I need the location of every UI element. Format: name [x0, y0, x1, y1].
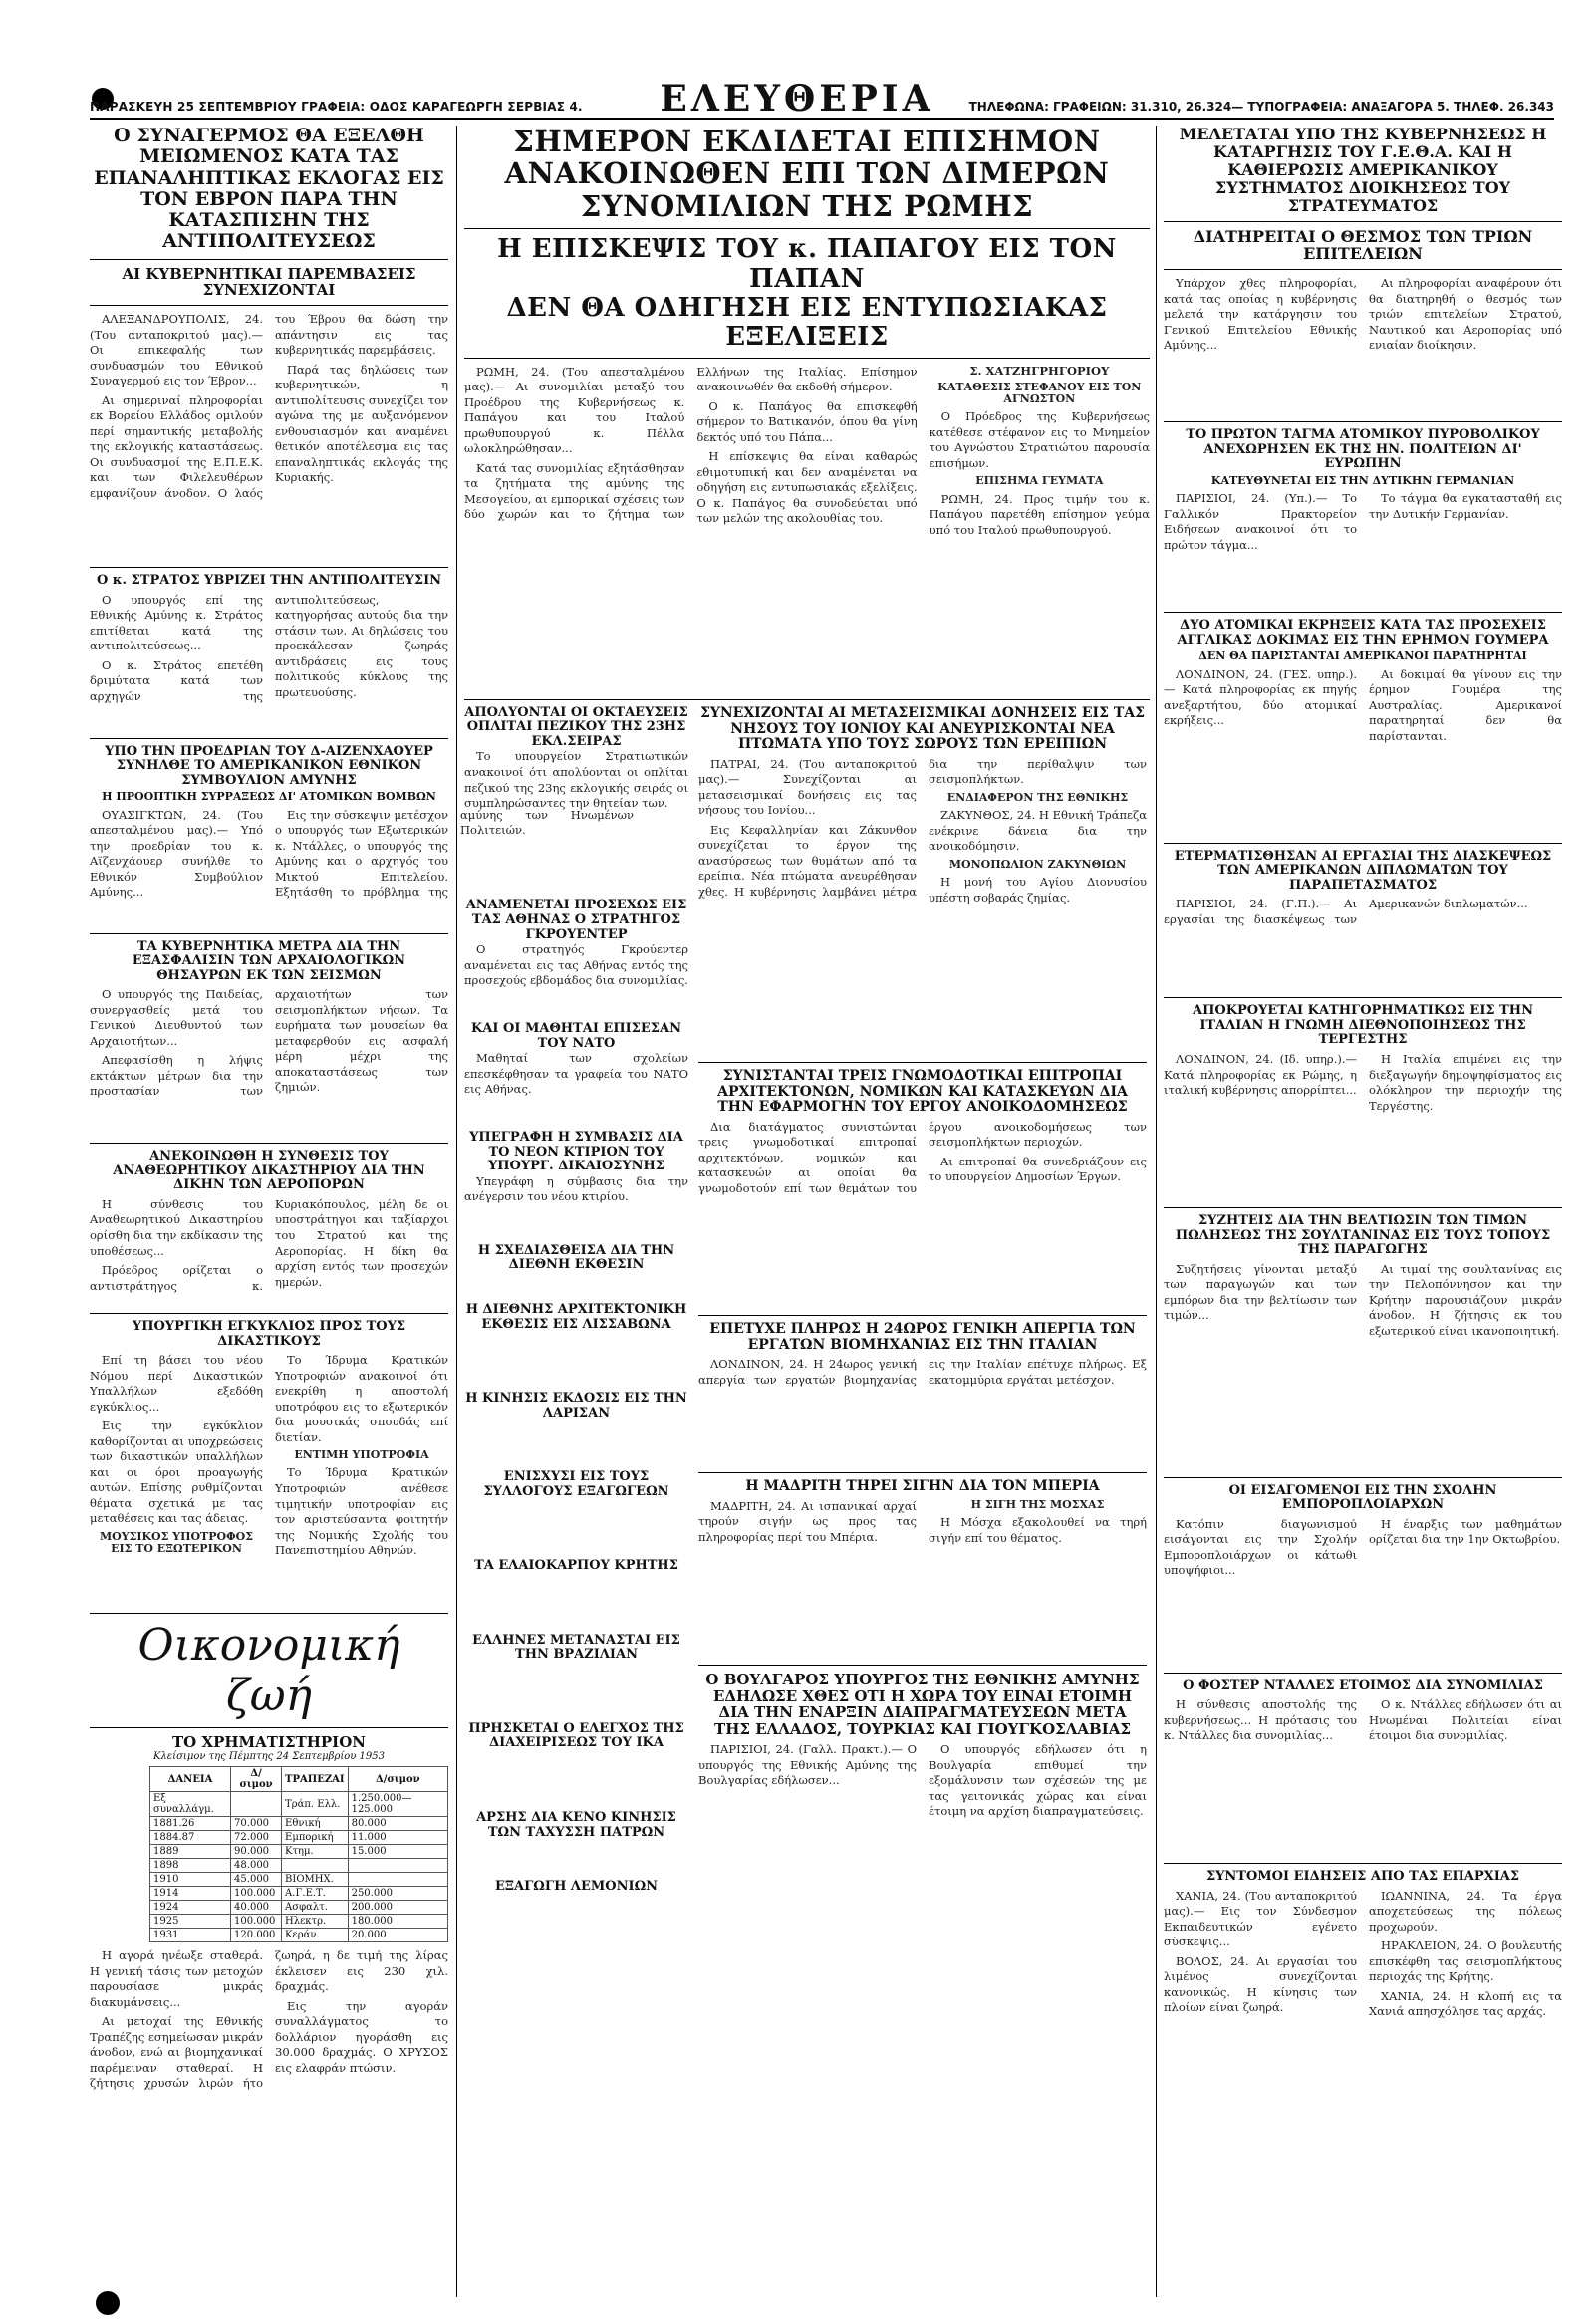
table-row: [150, 1792, 448, 1817]
headline: ΜΟΝΟΠΩΛΙΟΝ ΖΑΚΥΝΘΙΩΝ: [948, 857, 1127, 871]
article-body: Η αγορά ηνέωξε σταθερά. Η γενική τάσις των μετοχών παρουσίασε μικράς διακυμάνσεις... Αι μετοχαί της Εθνικής Τραπέζης εσημείωσαν μικράν άνοδον, ενώ αι βιομηχανικαί παρέμειναν σταθεραί. Η ζήτησις χρυσών λιρών ήτο ζωηρά, η δε τιμή της λίρας έκλεισεν εις 230 χιλ. δραχμάς. Εις την αγοράν συναλλάγματος το δολλάριον ηγοράσθη εις 30.000 δραχμάς. Ο ΧΡΥΣΟΣ εις ελαφράν πτώσιν.: [90, 1948, 448, 2091]
article-body: Το υπουργείον Στρατιωτικών ανακοινοί ότι απολύονται οι οπλίται πεζικού της 23ης εκλογικής σειράς οι συμπληρώσαντες την θητείαν των.: [464, 749, 688, 811]
headline: ΚΑΙ ΟΙ ΜΑΘΗΤΑΙ ΕΠΙΣΕΣΑΝ ΤΟΥ ΝΑΤΟ: [471, 1021, 681, 1051]
table-row: [150, 1915, 448, 1929]
table-cell: 11.000: [348, 1831, 447, 1845]
table-row: [150, 1845, 448, 1859]
table-row: [150, 1887, 448, 1901]
article-body: Ο υπουργός της Παιδείας, συνεργασθείς μετά του Γενικού Διευθυντού των Αρχαιοτήτων... Απεφασίσθη η λήψις εκτάκτων μέτρων δια την προστασίαν των αρχαιοτήτων των σεισμοπλήκτων νήσων. Τα ευρήματα των μουσείων θα μεταφερθούν εις ασφαλή μέρη μέχρι της αποκαταστάσεως των ζημιών.: [90, 987, 448, 1099]
table-cell: 250.000: [348, 1887, 447, 1901]
table-cell: ΒΙΟΜΗΧ.: [282, 1873, 349, 1887]
table-cell: 1914: [150, 1887, 231, 1901]
rates-table-wrap: [90, 1766, 448, 1942]
headline: ΥΠΟΥΡΓΙΚΗ ΕΓΚΥΚΛΙΟΣ ΠΡΟΣ ΤΟΥΣ ΔΙΚΑΣΤΙΚΟΥΣ: [132, 1318, 406, 1349]
headline: ΚΑΤΑΘΕΣΙΣ ΣΤΕΦΑΝΟΥ ΕΙΣ ΤΟΝ ΑΓΝΩΣΤΟΝ: [937, 380, 1142, 406]
table-cell: Α.Γ.Ε.Τ.: [282, 1887, 349, 1901]
subheadline: Η ΠΡΟΟΠΤΙΚΗ ΣΥΡΡΑΞΕΩΣ ΔΙ' ΑΤΟΜΙΚΩΝ ΒΟΜΒΩΝ: [102, 790, 436, 804]
section-title: Οικονομική ζωή: [137, 1620, 400, 1722]
newspaper-title: ΕΛΕΥΘΕΡΙΑ: [660, 78, 934, 120]
table-cell: Εμπορική: [282, 1831, 349, 1845]
table-row: [150, 1929, 448, 1942]
headline: ΤΑ ΚΥΒΕΡΝΗΤΙΚΑ ΜΕΤΡΑ ΔΙΑ ΤΗΝ ΕΞΑΣΦΑΛΙΣΙΝ ΤΩΝ ΑΡΧΑΙΟΛΟΓΙΚΩΝ ΘΗΣΑΥΡΩΝ ΕΚ ΤΩΝ ΣΕΙΣΜΩΝ: [132, 938, 406, 983]
table-cell: 1898: [150, 1859, 231, 1873]
table-cell: 48.000: [231, 1859, 282, 1873]
article-body: Μαθηταί των σχολείων επεσκέφθησαν τα γραφεία του ΝΑΤΟ εις Αθήνας.: [464, 1051, 688, 1097]
article-body: Υπεγράφη η σύμβασις δια την ανέγερσιν του νέου κτιρίου.: [464, 1173, 688, 1204]
headline: ΑΡΣΗΣ ΔΙΑ ΚΕΝΟ ΚΙΝΗΣΙΣ ΤΩΝ ΤΑΧΥΣΣΗ ΠΑΤΡΩΝ: [476, 1809, 676, 1840]
table-cell: 1931: [150, 1929, 231, 1942]
article-body: Συζητήσεις γίνονται μεταξύ των παραγωγών και των εμπόρων δια την βελτίωσιν των τιμών... Αι τιμαί της σουλτανίνας εις την Πελοπόννησον και την Κρήτην παρουσιάζουν μικράν άνοδον. Η ζήτησις εκ του εξωτερικού είναι ικανοποιητική.: [1164, 1261, 1562, 1338]
table-row: [150, 1831, 448, 1845]
table-cell: 15.000: [348, 1845, 447, 1859]
headline: ΣΥΝΤΟΜΟΙ ΕΙΔΗΣΕΙΣ ΑΠΟ ΤΑΣ ΕΠΑΡΧΙΑΣ: [1205, 1869, 1520, 1885]
table-cell: 1910: [150, 1873, 231, 1887]
table-cell: 100.000: [231, 1887, 282, 1901]
column-separator: [1156, 126, 1157, 2297]
table-cell: Τράπ. Ελλ.: [282, 1792, 349, 1817]
headline: Η ΜΑΔΡΙΤΗ ΤΗΡΕΙ ΣΙΓΗΝ ΔΙΑ ΤΟΝ ΜΠΕΡΙΑ: [745, 1478, 1100, 1495]
headline: Ο κ. ΣΤΡΑΤΟΣ ΥΒΡΙΖΕΙ ΤΗΝ ΑΝΤΙΠΟΛΙΤΕΥΣΙΝ: [96, 573, 442, 589]
subheadline: ΑΙ ΚΥΒΕΡΝΗΤΙΚΑΙ ΠΑΡΕΜΒΑΣΕΙΣ ΣΥΝΕΧΙΖΟΝΤΑΙ: [122, 264, 416, 300]
punch-hole-bottom: [96, 2291, 120, 2315]
headline: Ο ΣΥΝΑΓΕΡΜΟΣ ΘΑ ΕΞΕΛΘΗ ΜΕΙΩΜΕΝΟΣ ΚΑΤΑ ΤΑΣ ΕΠΑΝΑΛΗΠΤΙΚΑΣ ΕΚΛΟΓΑΣ ΕΙΣ ΤΟΝ ΕΒΡΟΝ ΠΑΡΑ ΤΗΝ ΚΑΤΑΣΠΙΣΗΝ ΤΗΣ ΑΝΤΙΠΟΛΙΤΕΥΣΕΩΣ: [94, 125, 444, 253]
subheadline: ΔΕΝ ΘΑ ΠΑΡΙΣΤΑΝΤΑΙ ΑΜΕΡΙΚΑΝΟΙ ΠΑΡΑΤΗΡΗΤΑΙ: [1198, 649, 1527, 663]
headline: ΕΝΤΙΜΗ ΥΠΟΤΡΟΦΙΑ: [294, 1448, 429, 1462]
right-column: [1164, 126, 1562, 2217]
table-cell: 45.000: [231, 1873, 282, 1887]
headline: ΕΝΙΣΧΥΣΙ ΕΙΣ ΤΟΥΣ ΣΥΛΛΟΓΟΥΣ ΕΞΑΓΩΓΕΩΝ: [483, 1469, 669, 1499]
table-cell: [348, 1873, 447, 1887]
table-cell: 20.000: [348, 1929, 447, 1942]
column-separator: [456, 126, 457, 2297]
table-cell: [231, 1792, 282, 1817]
headline: Η ΣΧΕΔΙΑΣΘΕΙΣΑ ΔΙΑ ΤΗΝ ΔΙΕΘΝΗ ΕΚΘΕΣΙΝ: [477, 1242, 675, 1273]
headline: ΜΕΛΕΤΑΤΑΙ ΥΠΟ ΤΗΣ ΚΥΒΕΡΝΗΣΕΩΣ Η ΚΑΤΑΡΓΗΣΙΣ ΤΟΥ Γ.Ε.Θ.Α. ΚΑΙ Η ΚΑΘΙΕΡΩΣΙΣ ΑΜΕΡΙΚΑΝΙΚΟΥ ΣΥΣΤΗΜΑΤΟΣ ΔΙΟΙΚΗΣΕΩΣ ΤΟΥ ΣΤΡΑΤΕΥΜΑΤΟΣ: [1179, 125, 1547, 215]
headline: ΕΝΔΙΑΦΕΡΟΝ ΤΗΣ ΕΘΝΙΚΗΣ: [946, 790, 1129, 804]
table-cell: 72.000: [231, 1831, 282, 1845]
headline: ΑΠΟΚΡΟΥΕΤΑΙ ΚΑΤΗΓΟΡΗΜΑΤΙΚΩΣ ΕΙΣ ΤΗΝ ΙΤΑΛΙΑΝ Η ΓΝΩΜΗ ΔΙΕΘΝΟΠΟΙΗΣΕΩΣ ΤΗΣ ΤΕΡΓΕΣΤΗΣ: [1193, 1003, 1533, 1048]
table-cell: Ασφαλτ.: [282, 1901, 349, 1915]
article-body: ΠΑΡΙΣΙΟΙ, 24. (Υπ.).— Το Γαλλικόν Πρακτορείον Ειδήσεων ανακοινοί ότι το πρώτον τάγμα... Το τάγμα θα εγκατασταθή εις την Δυτικήν Γερμανίαν.: [1164, 491, 1562, 552]
rates-table: [149, 1766, 448, 1942]
article-body: Δια διατάγματος συνιστώνται τρεις γνωμοδοτικαί επιτροπαί αρχιτεκτόνων, νομικών και κατασκευών αι οποίαι θα γνωμοδοτούν επί των θεμάτων του έργου ανοικοδομήσεως των σεισμοπλήκτων περιοχών. Αι επιτροπαί θα συνεδριάζουν εις το υπουργείον Δημοσίων Έργων.: [698, 1119, 1147, 1195]
subheadline: ΤΟ ΧΡΗΜΑΤΙΣΤΗΡΙΟΝ: [172, 1733, 366, 1752]
subheadline: ΚΑΤΕΥΘΥΝΕΤΑΙ ΕΙΣ ΤΗΝ ΔΥΤΙΚΗΝ ΓΕΡΜΑΝΙΑΝ: [1210, 473, 1515, 487]
article-body: ΛΟΝΔΙΝΟΝ, 24. (Ιδ. υπηρ.).— Κατά πληροφορίας εκ Ρώμης, η ιταλική κυβέρνησις απορρίπτει... Η Ιταλία επιμένει εις την διεξαγωγήν δημοψηφίσματος εις ολόκληρον την περιοχήν της Τεργέστης.: [1164, 1051, 1562, 1113]
table-cell: 1884.87: [150, 1831, 231, 1845]
headline: Η ΣΙΓΗ ΤΗΣ ΜΟΣΧΑΣ: [970, 1497, 1105, 1511]
table-cell: 1.250.000—125.000: [348, 1792, 447, 1817]
article-body: ΠΑΡΙΣΙΟΙ, 24. (Γαλλ. Πρακτ.).— Ο υπουργός της Εθνικής Αμύνης της Βουλγαρίας εδήλωσεν... Ο υπουργός εδήλωσεν ότι η Βουλγαρία επιθυμεί την εξομάλυνσιν των σχέσεών της με τας γειτονικάς χώρας και είναι έτοιμη να αρχίση διαπραγματεύσεις.: [698, 1742, 1147, 1819]
headline: ΜΟΥΣΙΚΟΣ ΥΠΟΤΡΟΦΟΣ ΕΙΣ ΤΟ ΕΞΩΤΕΡΙΚΟΝ: [99, 1529, 254, 1556]
headline: ΤΑ ΕΛΑΙΟΚΑΡΠΟΥ ΚΡΗΤΗΣ: [474, 1558, 678, 1574]
table-header: ΤΡΑΠΕΖΑΙ: [282, 1767, 349, 1792]
masthead-right: ΤΗΛΕΦΩΝΑ: ΓΡΑΦΕΙΩΝ: 31.310, 26.324— ΤΥΠΟΓΡΑΦΕΙΑ: ΑΝΑΞΑΓΟΡΑ 5. ΤΗΛΕΦ. 26.343: [968, 100, 1554, 114]
table-row: [150, 1817, 448, 1831]
article-body: Ο υπουργός επί της Εθνικής Αμύνης κ. Στράτος επιτίθεται κατά της αντιπολιτεύσεως... Ο κ. Στράτος επετέθη δριμύτατα κατά των αρχηγών της αντιπολιτεύσεως, κατηγορήσας αυτούς δια την στάσιν των. Αι δηλώσεις του προεκάλεσαν ζωηράς αντιδράσεις εις τους πολιτικούς κύκλους της πρωτευούσης.: [90, 592, 448, 703]
headline: ΤΟ ΠΡΩΤΟΝ ΤΑΓΜΑ ΑΤΟΜΙΚΟΥ ΠΥΡΟΒΟΛΙΚΟΥ ΑΝΕΧΩΡΗΣΕΝ ΕΚ ΤΗΣ ΗΝ. ΠΟΛΙΤΕΙΩΝ ΔΙ' ΕΥΡΩΠΗΝ: [1186, 427, 1540, 472]
headline: Η ΔΙΕΘΝΗΣ ΑΡΧΙΤΕΚΤΟΝΙΚΗ ΕΚΘΕΣΙΣ ΕΙΣ ΛΙΣΣΑΒΩΝΑ: [465, 1301, 687, 1332]
headline: ΔΥΟ ΑΤΟΜΙΚΑΙ ΕΚΡΗΞΕΙΣ ΚΑΤΑ ΤΑΣ ΠΡΟΣΕΧΕΙΣ ΑΓΓΛΙΚΑΣ ΔΟΚΙΜΑΣ ΕΙΣ ΤΗΝ ΕΡΗΜΟΝ ΓΟΥΜΕΡΑ: [1177, 618, 1549, 647]
headline: Ο ΒΟΥΛΓΑΡΟΣ ΥΠΟΥΡΓΟΣ ΤΗΣ ΕΘΝΙΚΗΣ ΑΜΥΝΗΣ ΕΔΗΛΩΣΕ ΧΘΕΣ ΟΤΙ Η ΧΩΡΑ ΤΟΥ ΕΙΝΑΙ ΕΤΟΙΜΗ ΔΙΑ ΤΗΝ ΕΝΑΡΞΙΝ ΔΙΑΠΡΑΓΜΑΤΕΥΣΕΩΝ ΜΕΤΑ ΤΗΣ ΕΛΛΑΔΟΣ, ΤΟΥΡΚΙΑΣ ΚΑΙ ΓΙΟΥΓΚΟΣΛΑΒΙΑΣ: [705, 1670, 1140, 1739]
headline: ΕΛΛΗΝΕΣ ΜΕΤΑΝΑΣΤΑΙ ΕΙΣ ΤΗΝ ΒΡΑΖΙΛΙΑΝ: [472, 1632, 680, 1663]
subheadline-date: Κλείσιμον της Πέμπτης 24 Σεπτεμβρίου 1953: [152, 1750, 385, 1762]
headline: ΕΠΕΤΥΧΕ ΠΛΗΡΩΣ Η 24ΩΡΟΣ ΓΕΝΙΚΗ ΑΠΕΡΓΙΑ ΤΩΝ ΕΡΓΑΤΩΝ ΒΙΟΜΗΧΑΝΙΑΣ ΕΙΣ ΤΗΝ ΙΤΑΛΙΑΝ: [709, 1320, 1136, 1353]
table-cell: [348, 1859, 447, 1873]
table-cell: 1925: [150, 1915, 231, 1929]
article-body: ΟΥΑΣΙΓΚΤΩΝ, 24. (Του απεσταλμένου μας).— Υπό την προεδρίαν του κ. Αϊζενχάουερ συνήλθε το Εθνικόν Συμβούλιον Αμύνης... Εις την σύσκεψιν μετέσχον ο υπουργός των Εξωτερικών κ. Ντάλλες, ο υπουργός της Αμύνης και ο αρχηγός του Μικτού Επιτελείου. Εξητάσθη το πρόβλημα της αμύνης των Ηνωμένων Πολιτειών.: [90, 807, 634, 900]
subcolumn: [464, 706, 688, 1895]
table-cell: 120.000: [231, 1929, 282, 1942]
article-body: ΑΛΕΞΑΝΔΡΟΥΠΟΛΙΣ, 24. (Του ανταποκριτού μας).— Οι επικεφαλής των συνδυασμών του Εθνικού Συναγερμού εις τον Έβρον... Αι σημεριναί πληροφορίαι εκ Βορείου Ελλάδος ομιλούν περί σημαντικής μεταβολής της εκλογικής καταστάσεως. Οι συνδυασμοί της Ε.Π.Ε.Κ. και των Φιλελευθέρων εμφανίζουν άνοδον. Ο λαός του Έβρου θα δώση την απάντησιν εις τας κυβερνητικάς παρεμβάσεις. Παρά τας δηλώσεις των κυβερνητικών, η αντιπολίτευσις συνεχίζει τον αγώνα της με αυξανόμενον ενθουσιασμόν και αναμένει θετικόν αποτέλεσμα εις τας επαναληπτικάς εκλογάς της Κυριακής.: [90, 312, 448, 500]
article-body: ΛΟΝΔΙΝΟΝ, 24. Η 24ωρος γενική απεργία των εργατών βιομηχανίας εις την Ιταλίαν επέτυχε πλήρως. Εξ εκατομμύρια εργάται μετέσχον.: [698, 1357, 1147, 1387]
table-header: Δ/σιμον: [348, 1767, 447, 1792]
article-body: Ο στρατηγός Γκρούεντερ αναμένεται εις τας Αθήνας εντός της προσεχούς εβδομάδος δια συνομιλίας.: [464, 942, 688, 988]
center-column: [464, 126, 1150, 1895]
headline: ΑΝΑΜΕΝΕΤΑΙ ΠΡΟΣΕΧΩΣ ΕΙΣ ΤΑΣ ΑΘΗΝΑΣ Ο ΣΤΡΑΤΗΓΟΣ ΓΚΡΟΥΕΝΤΕΡ: [465, 898, 687, 942]
headline: ΕΞΑΓΩΓΗ ΛΕΜΟΝΙΩΝ: [494, 1879, 659, 1895]
article-body: ΧΑΝΙΑ, 24. (Του ανταποκριτού μας).— Εις τον Σύνδεσμον Εκπαιδευτικών εγένετο σύσκεψις... ΒΟΛΟΣ, 24. Αι εργασίαι του λιμένος συνεχίζονται κανονικώς. Η κίνησις των πλοίων είναι ζωηρά. ΙΩΑΝΝΙΝΑ, 24. Τα έργα αποχετεύσεως της πόλεως προχωρούν. ΗΡΑΚΛΕΙΟΝ, 24. Ο βουλευτής επισκέφθη τας σεισμοπλήκτους περιοχάς της Κρήτης. ΧΑΝΙΑ, 24. Η κλοπή εις τα Χανιά απησχόλησε τας αρχάς.: [1164, 1888, 1562, 2019]
article-body: Η σύνθεσις του Αναθεωρητικού Δικαστηρίου ορίσθη δια την εκδίκασιν της υποθέσεως... Πρόεδρος ορίζεται ο αντιστράτηγος κ. Κυριακόπουλος, μέλη δε οι υποστράτηγοι και ταξίαρχοι του Στρατού και της Αεροπορίας. Η δίκη θα αρχίση εντός των προσεχών ημερών.: [90, 1196, 448, 1293]
table-cell: Ηλεκτρ.: [282, 1915, 349, 1929]
headline: ΥΠΕΓΡΑΦΗ Η ΣΥΜΒΑΣΙΣ ΔΙΑ ΤΟ ΝΕΟΝ ΚΤΙΡΙΟΝ ΤΟΥ ΥΠΟΥΡΓ. ΔΙΚΑΙΟΣΥΝΗΣ: [469, 1130, 683, 1174]
article-body: Η σύνθεσις αποστολής της κυβερνήσεως... Η πρότασις του κ. Ντάλλες δια συνομιλίας... Ο κ. Ντάλλες εδήλωσεν ότι αι Ηνωμέναι Πολιτείαι είναι έτοιμοι δια συνομιλίας.: [1164, 1697, 1562, 1743]
table-cell: 40.000: [231, 1901, 282, 1915]
headline: ΑΠΟΛΥΟΝΤΑΙ ΟΙ ΟΚΤΑΕΥΣΕΙΣ ΟΠΛΙΤΑΙ ΠΕΖΙΚΟΥ ΤΗΣ 23ΗΣ ΕΚΛ.ΣΕΙΡΑΣ: [464, 704, 688, 749]
lead-headline: ΔΕΝ ΘΑ ΟΔΗΓΗΣΗ ΕΙΣ ΕΝΤΥΠΩΣΙΑΚΑΣ ΕΞΕΛΙΞΕΙΣ: [506, 292, 1108, 352]
subheadline: ΔΙΑΤΗΡΕΙΤΑΙ Ο ΘΕΣΜΟΣ ΤΩΝ ΤΡΙΩΝ ΕΠΙΤΕΛΕΙΩΝ: [1193, 226, 1533, 264]
table-header: ΔΑΝΕΙΑ: [150, 1767, 231, 1792]
table-cell: 70.000: [231, 1817, 282, 1831]
table-header: Δ/σιμον: [231, 1767, 282, 1792]
lead-headline: ΣΗΜΕΡΟΝ ΕΚΔΙΔΕΤΑΙ ΕΠΙΣΗΜΟΝ ΑΝΑΚΟΙΝΩΘΕΝ ΕΠΙ ΤΩΝ ΔΙΜΕΡΩΝ ΣΥΝΟΜΙΛΙΩΝ ΤΗΣ ΡΩΜΗΣ: [504, 125, 1110, 223]
table-cell: 100.000: [231, 1915, 282, 1929]
headline: Ο ΦΟΣΤΕΡ ΝΤΑΛΛΕΣ ΕΤΟΙΜΟΣ ΔΙΑ ΣΥΝΟΜΙΛΙΑΣ: [1183, 1678, 1543, 1693]
headline: Η ΚΙΝΗΣΙΣ ΕΚΔΟΣΙΣ ΕΙΣ ΤΗΝ ΛΑΡΙΣΑΝ: [465, 1391, 687, 1420]
table-cell: Κεράν.: [282, 1929, 349, 1942]
headline: ΣΥΝΕΧΙΖΟΝΤΑΙ ΑΙ ΜΕΤΑΣΕΙΣΜΙΚΑΙ ΔΟΝΗΣΕΙΣ ΕΙΣ ΤΑΣ ΝΗΣΟΥΣ ΤΟΥ ΙΟΝΙΟΥ ΚΑΙ ΑΝΕΥΡΙΣΚΟΝΤΑΙ ΝΕΑ ΠΤΩΜΑΤΑ ΥΠΟ ΤΟΥΣ ΣΩΡΟΥΣ ΤΩΝ ΕΡΕΙΠΙΩΝ: [699, 704, 1146, 753]
article-body: ΠΑΡΙΣΙΟΙ, 24. (Γ.Π.).— Αι εργασίαι της διασκέψεως των Αμερικανών διπλωματών...: [1164, 897, 1528, 926]
article-body: ΜΑΔΡΙΤΗ, 24. Αι ισπανικαί αρχαί τηρούν σιγήν ως προς τας πληροφορίας περί του Μπέρια. Η ΣΙΓΗ ΤΗΣ ΜΟΣΧΑΣ Η Μόσχα εξακολουθεί να τηρή σιγήν επί του θέματος.: [698, 1497, 1147, 1545]
table-cell: 200.000: [348, 1901, 447, 1915]
headline: ΟΙ ΕΙΣΑΓΟΜΕΝΟΙ ΕΙΣ ΤΗΝ ΣΧΟΛΗΝ ΕΜΠΟΡΟΠΛΟΙΑΡΧΩΝ: [1228, 1482, 1497, 1513]
article-body: Κατόπιν διαγωνισμού εισάγονται εις την Σχολήν Εμποροπλοιάρχων οι κάτωθι υποψήφιοι... Η έναρξις των μαθημάτων ορίζεται δια την 1ην Οκτωβρίου.: [1164, 1516, 1562, 1578]
table-row: [150, 1859, 448, 1873]
table-cell: 180.000: [348, 1915, 447, 1929]
headline: ΣΥΝΙΣΤΑΝΤΑΙ ΤΡΕΙΣ ΓΝΩΜΟΔΟΤΙΚΑΙ ΕΠΙΤΡΟΠΑΙ ΑΡΧΙΤΕΚΤΟΝΩΝ, ΝΟΜΙΚΩΝ ΚΑΙ ΚΑΤΑΣΚΕΥΩΝ ΔΙΑ ΤΗΝ ΕΦΑΡΜΟΓΗΝ ΤΟΥ ΕΡΓΟΥ ΑΝΟΙΚΟΔΟΜΗΣΕΩΣ: [717, 1067, 1128, 1116]
table-cell: 80.000: [348, 1817, 447, 1831]
table-cell: 90.000: [231, 1845, 282, 1859]
masthead-rule: [90, 118, 1554, 120]
table-row: [150, 1901, 448, 1915]
article-body: Υπάρχον χθες πληροφορίαι, κατά τας οποίας η κυβέρνησις μελετά την κατάργησιν του Γενικού Επιτελείου Εθνικής Αμύνης... Αι πληροφορίαι αναφέρουν ότι θα διατηρηθή ο θεσμός των τριών επιτελείων Στρατού, Ναυτικού και Αεροπορίας υπό ενιαίαν διοίκησιν.: [1164, 276, 1562, 353]
masthead: [0, 0, 1594, 120]
table-cell: Εξ συναλλάγμ.: [150, 1792, 231, 1817]
headline: ΑΝΕΚΟΙΝΩΘΗ Η ΣΥΝΘΕΣΙΣ ΤΟΥ ΑΝΑΘΕΩΡΗΤΙΚΟΥ ΔΙΚΑΣΤΗΡΙΟΥ ΔΙΑ ΤΗΝ ΔΙΚΗΝ ΤΩΝ ΑΕΡΟΠΟΡΩΝ: [113, 1149, 425, 1193]
lead-headline: Η ΕΠΙΣΚΕΨΙΣ ΤΟΥ κ. ΠΑΠΑΓΟΥ ΕΙΣ ΤΟΝ ΠΑΠΑΝ: [497, 234, 1117, 294]
masthead-left: ΠΑΡΑΣΚΕΥΗ 25 ΣΕΠΤΕΜΒΡΙΟΥ ΓΡΑΦΕΙΑ: ΟΔΟΣ ΚΑΡΑΓΕΩΡΓΗ ΣΕΡΒΙΑΣ 4.: [90, 100, 583, 114]
article-body: ΛΟΝΔΙΝΟΝ, 24. (ΓΕΣ. υπηρ.).— Κατά πληροφορίας εκ πηγής ανεξαρτήτου, δύο ατομικαί εκρήξεις... Αι δοκιμαί θα γίνουν εις την έρημον Γουμέρα της Αυστραλίας. Αμερικανοί παρατηρηταί δεν θα παρίστανται.: [1164, 666, 1562, 743]
article-body: ΡΩΜΗ, 24. (Του απεσταλμένου μας).— Αι συνομιλίαι μεταξύ του Προέδρου της Κυβερνήσεως κ. Παπάγου και του Ιταλού πρωθυπουργού κ. Πέλλα ωλοκληρώθησαν... Κατά τας συνομιλίας εξητάσθησαν τα ζητήματα της αμύνης της Μεσογείου, αι εμπορικαί σχέσεις των δύο χωρών και το ζήτημα των Ελλήνων της Ιταλίας. Επίσημον ανακοινωθέν θα εκδοθή σήμερον. Ο κ. Παπάγος θα επισκεφθή σήμερον το Βατικανόν, όπου θα γίνη δεκτός υπό του Πάπα... Η επίσκεψις θα είναι καθαρώς εθιμοτυπική και δεν αναμένεται να οδηγήση εις εντυπωσιακάς εξελίξεις. Ο κ. Παπάγος θα συνοδεύεται υπό των μελών της ακολουθίας του. Σ. ΧΑΤΖΗΓΡΗΓΟΡΙΟΥ ΚΑΤΑΘΕΣΙΣ ΣΤΕΦΑΝΟΥ ΕΙΣ ΤΟΝ ΑΓΝΩΣΤΟΝ Ο Πρόεδρος της Κυβερνήσεως κατέθεσε στέφανον εις το Μνημείον του Αγνώστου Στρατιώτου παρουσία επισήμων. ΕΠΙΣΗΜΑ ΓΕΥΜΑΤΑ ΡΩΜΗ, 24. Προς τιμήν του κ. Παπάγου παρετέθη επίσημον γεύμα υπό του Ιταλού πρωθυπουργού.: [464, 363, 1150, 537]
table-cell: 1881.26: [150, 1817, 231, 1831]
table-cell: 1889: [150, 1845, 231, 1859]
headline: ΠΡΗΣΚΕΤΑΙ Ο ΕΛΕΓΧΟΣ ΤΗΣ ΔΙΑΧΕΙΡΙΣΕΩΣ ΤΟΥ ΙΚΑ: [468, 1720, 684, 1751]
table-cell: Εθνική: [282, 1817, 349, 1831]
table-cell: [282, 1859, 349, 1873]
table-cell: Κτημ.: [282, 1845, 349, 1859]
table-row: [150, 1873, 448, 1887]
headline: ΕΤΕΡΜΑΤΙΣΘΗΣΑΝ ΑΙ ΕΡΓΑΣΙΑΙ ΤΗΣ ΔΙΑΣΚΕΨΕΩΣ ΤΩΝ ΑΜΕΡΙΚΑΝΩΝ ΔΙΠΛΩΜΑΤΩΝ ΤΟΥ ΠΑΡΑΠΕΤΑΣΜΑΤΟΣ: [1174, 848, 1552, 893]
article-body: Επί τη βάσει του νέου Νόμου περί Δικαστικών Υπαλλήλων εξεδόθη εγκύκλιος... Εις την εγκύκλιον καθορίζονται αι υποχρεώσεις των δικαστικών υπαλλήλων και οι όροι προαγωγής αυτών. Επίσης ρυθμίζονται θέματα σχετικά με τας μεταθέσεις και τας άδειας. ΜΟΥΣΙΚΟΣ ΥΠΟΤΡΟΦΟΣ ΕΙΣ ΤΟ ΕΞΩΤΕΡΙΚΟΝ Το Ίδρυμα Κρατικών Υποτροφιών ανακοινοί ότι ενεκρίθη η αποστολή υποτρόφου εις το εξωτερικόν δια μουσικάς σπουδάς επί διετίαν. ΕΝΤΙΜΗ ΥΠΟΤΡΟΦΙΑ Το Ίδρυμα Κρατικών Υποτροφιών ανέθεσε τιμητικήν υποτροφίαν εις τον αριστεύσαντα φοιτητήν της Νομικής Σχολής του Πανεπιστημίου Αθηνών.: [90, 1353, 448, 1558]
headline: ΣΥΖΗΤΕΙΣ ΔΙΑ ΤΗΝ ΒΕΛΤΙΩΣΙΝ ΤΩΝ ΤΙΜΩΝ ΠΩΛΗΣΕΩΣ ΤΗΣ ΣΟΥΛΤΑΝΙΝΑΣ ΕΙΣ ΤΟΥΣ ΤΟΠΟΥΣ ΤΗΣ ΠΑΡΑΓΩΓΗΣ: [1175, 1212, 1551, 1258]
article-body: ΠΑΤΡΑΙ, 24. (Του ανταποκριτού μας).— Συνεχίζονται αι μετασεισμικαί δονήσεις εις τας νήσους του Ιονίου... Εις Κεφαλληνίαν και Ζάκυνθον συνεχίζεται το έργον της ανασύρσεως των θυμάτων από τα ερείπια. Νέα πτώματα ανευρέθησαν χθες. Η κυβέρνησις λαμβάνει μέτρα δια την περίθαλψιν των σεισμοπλήκτων. ΕΝΔΙΑΦΕΡΟΝ ΤΗΣ ΕΘΝΙΚΗΣ ΖΑΚΥΝΘΟΣ, 24. Η Εθνική Τράπεζα ενέκρινε δάνεια δια την ανοικοδόμησιν. ΜΟΝΟΠΩΛΙΟΝ ΖΑΚΥΝΘΙΩΝ Η μονή του Αγίου Διονυσίου υπέστη σοβαράς ζημίας.: [698, 756, 1147, 904]
table-cell: 1924: [150, 1901, 231, 1915]
subcolumn: [698, 706, 1147, 1895]
headline: ΕΠΙΣΗΜΑ ΓΕΥΜΑΤΑ: [975, 474, 1104, 488]
byline: Σ. ΧΑΤΖΗΓΡΗΓΟΡΙΟΥ: [969, 363, 1110, 378]
headline: ΥΠΟ ΤΗΝ ΠΡΟΕΔΡΙΑΝ ΤΟΥ Δ-ΑΙΖΕΝΧΑΟΥΕΡ ΣΥΝΗΛΘΕ ΤΟ ΑΜΕΡΙΚΑΝΙΚΟΝ ΕΘΝΙΚΟΝ ΣΥΜΒΟΥΛΙΟΝ ΑΜΥΝΗΣ: [105, 743, 433, 788]
